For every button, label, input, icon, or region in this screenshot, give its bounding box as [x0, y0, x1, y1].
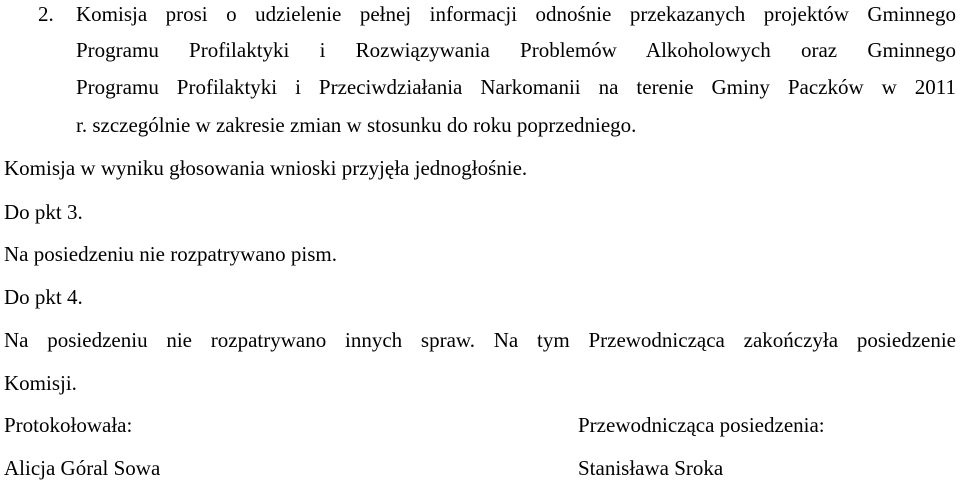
- pkt4-heading: Do pkt 4.: [4, 285, 83, 309]
- item-2-line-4: r. szczególnie w zakresie zmian w stosunku do roku poprzedniego.: [76, 113, 637, 137]
- pkt4-text-line-1: Na posiedzeniu nie rozpatrywano innych spraw. Na tym Przewodnicząca zakończyła posiedzenie: [4, 328, 956, 352]
- vote-result: Komisja w wyniku głosowania wnioski przyjęła jednogłośnie.: [4, 156, 528, 180]
- signature-left-label: Protokołowała:: [4, 413, 133, 437]
- item-2-line-1: Komisja prosi o udzielenie pełnej informacji odnośnie przekazanych projektów Gminnego: [76, 2, 956, 26]
- signature-left-name: Alicja Góral Sowa: [4, 456, 161, 480]
- item-2-line-2: Programu Profilaktyki i Rozwiązywania Problemów Alkoholowych oraz Gminnego: [76, 38, 956, 62]
- item-2-line-3: Programu Profilaktyki i Przeciwdziałania Narkomanii na terenie Gminy Paczków w 2011: [76, 75, 956, 99]
- item-number: 2.: [38, 2, 54, 26]
- pkt4-text-line-2: Komisji.: [4, 371, 77, 395]
- pkt3-heading: Do pkt 3.: [4, 200, 83, 224]
- pkt3-text: Na posiedzeniu nie rozpatrywano pism.: [4, 242, 337, 266]
- signature-right-name: Stanisława Sroka: [578, 456, 724, 480]
- signature-right-label: Przewodnicząca posiedzenia:: [578, 413, 825, 437]
